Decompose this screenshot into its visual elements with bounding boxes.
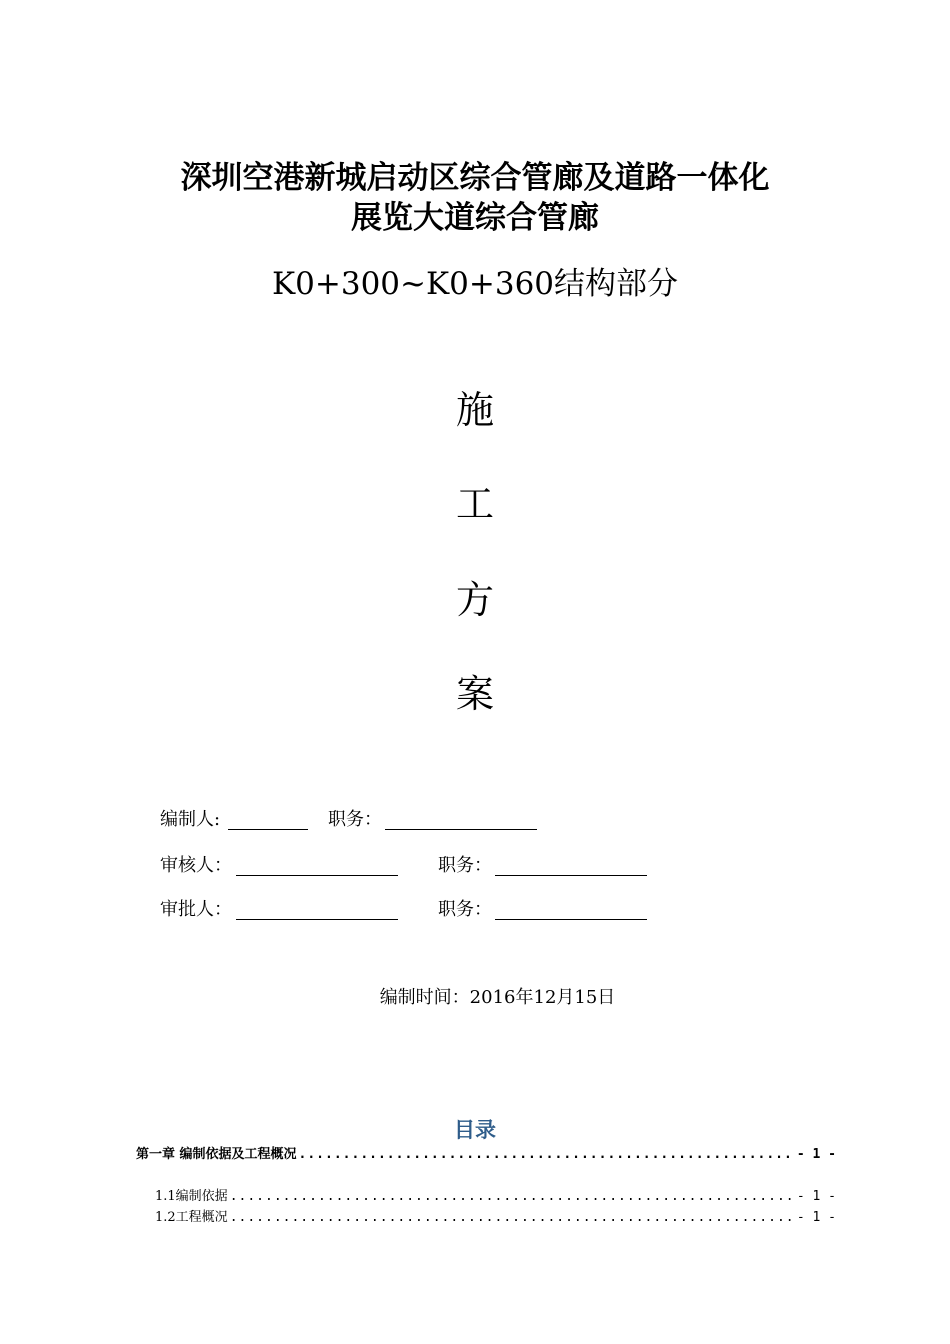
toc-entry-chapter-1[interactable] bbox=[136, 1146, 836, 1164]
toc-dot-leader bbox=[230, 1188, 795, 1206]
reviewer-label: 审核人： bbox=[160, 855, 232, 876]
editor-label: 编制人: bbox=[160, 809, 221, 830]
toc-entry-page: - 1 - bbox=[796, 1147, 836, 1162]
approver-blank bbox=[236, 919, 398, 920]
doc-type-char-2: 工 bbox=[455, 482, 494, 526]
toc-dot-leader bbox=[230, 1209, 795, 1227]
doc-type-char-4: 案 bbox=[455, 672, 494, 716]
editor-title-label: 职务： bbox=[328, 809, 382, 830]
reviewer-blank bbox=[236, 875, 398, 876]
toc-title: 目录 bbox=[454, 1118, 496, 1142]
doc-type-char-3: 方 bbox=[455, 578, 494, 622]
toc-entry-text: 第一章 编制依据及工程概况 bbox=[136, 1147, 297, 1162]
project-section-subtitle: K0+300~K0+360结构部分 bbox=[271, 266, 679, 302]
project-title-line-1: 深圳空港新城启动区综合管廊及道路一体化 bbox=[180, 160, 770, 196]
reviewer-title-label: 职务： bbox=[438, 855, 492, 876]
project-title-line-2: 展览大道综合管廊 bbox=[351, 200, 599, 236]
doc-type-char-1: 施 bbox=[455, 388, 494, 432]
toc-entry-1-1[interactable] bbox=[155, 1188, 836, 1206]
reviewer-title-blank bbox=[495, 875, 647, 876]
toc-entry-text: 1.2工程概况 bbox=[155, 1210, 228, 1225]
editor-blank bbox=[228, 829, 308, 830]
toc-entry-1-2[interactable] bbox=[155, 1209, 836, 1227]
approver-title-label: 职务： bbox=[438, 899, 492, 920]
approver-title-blank bbox=[495, 919, 647, 920]
approver-label: 审批人： bbox=[160, 899, 232, 920]
toc-entry-page: - 1 - bbox=[796, 1189, 836, 1204]
editor-title-blank bbox=[385, 829, 537, 830]
toc-entry-page: - 1 - bbox=[796, 1210, 836, 1225]
toc-dot-leader bbox=[299, 1146, 795, 1164]
toc-entry-text: 1.1编制依据 bbox=[155, 1189, 228, 1204]
compile-date: 编制时间：2016年12月15日 bbox=[379, 987, 616, 1008]
